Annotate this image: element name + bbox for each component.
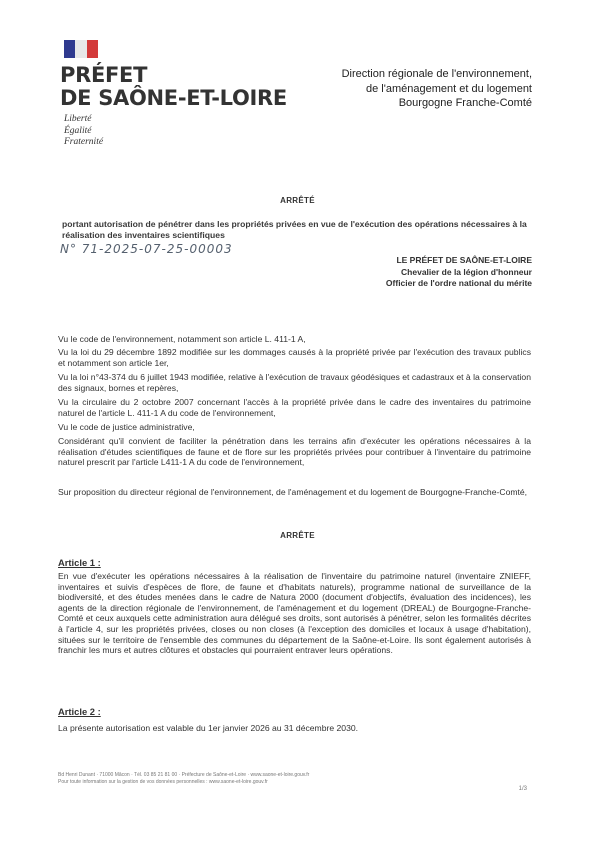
flag-blue-band (64, 40, 75, 58)
prefet-title: LE PRÉFET DE SAÔNE-ET-LOIRE (396, 255, 532, 265)
article-2-title: Article 2 : (58, 706, 101, 717)
motto-egalite: Égalité (64, 125, 92, 136)
visa-law-1892: Vu la loi du 29 décembre 1892 modifiée sur les dommages causés à la propriété privée par l'exécution des travaux publics et notamment son article 1er, (58, 347, 531, 368)
motto-fraternite: Fraternité (64, 137, 104, 147)
republic-motto (64, 114, 103, 149)
flag-red-band (87, 40, 98, 58)
prefecture-title (60, 64, 287, 110)
marianne-flag-logo (64, 40, 98, 58)
article-1-title: Article 1 : (58, 557, 101, 568)
arrete-subject: portant autorisation de pénétrer dans les propriétés privées en vue de l'exécution des opérations nécessaires à la réalisation des inventaires scientifiques (62, 219, 527, 240)
proposal-clause: Sur proposition du directeur régional de l'environnement, de l'aménagement et du logement de Bourgogne-Franche-Comté, (58, 487, 528, 497)
considering-clause: Considérant qu'il convient de faciliter la pénétration dans les terrains afin d'exécuter les opérations nécessaires à la réalisation d'études scientifiques de faune et de flore sur les propriétés privées pour contribuer à l'inventaire du patrimoine naturel prescrit par l'article L411-1 A du code de l'environnement, (58, 436, 531, 468)
service-line2: de l'aménagement et du logement (366, 82, 532, 95)
arrete-heading: ARRÊTE (280, 531, 315, 540)
prefecture-title-line2: DE SAÔNE-ET-LOIRE (60, 86, 287, 110)
article-2-text: La présente autorisation est valable du 1er janvier 2026 au 31 décembre 2030. (58, 723, 359, 733)
footer-line2: Pour toute information sur la gestion de vos données personnelles : www.saone-et-loire.gouv.fr (58, 779, 268, 785)
article-1-text: En vue d'exécuter les opérations nécessaires à la réalisation de l'inventaire du patrimoine naturel (inventaire ZNIEFF, inventaires et suivis d'espèces de flore, de faune et d'habitats naturels), programme national de surveillance de la biodiversité, et des études menées dans le cadre de Natura 2000 (document d'objectifs, évaluation des incidences), les agents de la direction régionale de l'environnement, de l'aménagement et du logement (DREAL) de Bourgogne-Franche-Comté et ceux auxquels cette administration aura délégué ses droits, sont autorisés à pénétrer, selon les formalités décrites à l'article 4, sur les propriétés privées, closes ou non closes (à l'exception des domiciles et locaux à usage d'habitation), situées sur le territoire de l'ensemble des communes du département de la Saône-et-Loire. Ils sont également autorisés à franchir les murs et autres clôtures et obstacles qui pourraient entraver leurs opérations. (58, 571, 531, 656)
prefet-honor-2: Officier de l'ordre national du mérite (385, 278, 532, 288)
page-footer (58, 772, 309, 786)
prefet-honor-1: Chevalier de la légion d'honneur (401, 266, 532, 277)
visa-environment-code: Vu le code de l'environnement, notamment son article L. 411-1 A, (58, 334, 306, 344)
service-line1: Direction régionale de l'environnement, (341, 68, 532, 80)
arrete-number-handwritten: N° 71-2025-07-25-00003 (60, 242, 233, 256)
visa-law-1943: Vu la loi n°43-374 du 6 juillet 1943 modifiée, relative à l'exécution de travaux géodésiques et cadastraux et à la conservation des signaux, bornes et repères, (58, 372, 531, 393)
visa-justice-code: Vu le code de justice administrative, (58, 422, 195, 432)
motto-liberte: Liberté (64, 114, 92, 124)
prefecture-title-line1: PRÉFET (60, 63, 148, 87)
document-title: ARRÊTÉ (280, 196, 315, 205)
issuing-service (342, 67, 532, 111)
flag-white-band (75, 40, 86, 58)
service-line3: Bourgogne Franche-Comté (398, 97, 532, 109)
prefet-signatory-block (386, 255, 532, 290)
footer-line1: Bd Henri Dunant · 71000 Mâcon · Tél. 03 85 21 81 00 · Préfecture de Saône-et-Loire · www.saone-et-loire.gouv.fr (58, 772, 310, 778)
visa-circular-2007: Vu la circulaire du 2 octobre 2007 concernant l'accès à la propriété privée dans le cadre des inventaires du patrimoine naturel de l'article L. 411-1 A du code de l'environnement, (58, 397, 531, 418)
page-number: 1/3 (518, 786, 527, 792)
